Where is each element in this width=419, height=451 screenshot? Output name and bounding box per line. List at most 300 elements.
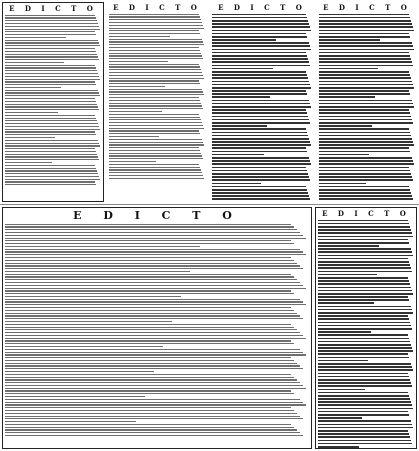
text-line [5,413,297,414]
text-line [318,385,412,387]
text-line [5,123,98,124]
text-line [318,341,410,343]
text-line [5,327,294,328]
text-line [109,122,202,123]
notice-body-text [5,224,309,437]
text-line [212,68,273,70]
text-line [319,74,410,76]
text-line [5,293,294,294]
text-line [319,163,414,165]
text-line [5,279,297,280]
text-line [319,52,409,54]
text-line [109,39,202,40]
text-line [212,195,309,197]
text-line [5,332,300,333]
text-line [5,324,291,325]
text-line [318,427,413,429]
text-line [212,33,306,35]
text-line [319,96,375,98]
text-line [212,135,308,137]
text-line [109,50,200,51]
text-line [5,109,99,110]
text-line [5,179,100,180]
text-line [5,40,98,41]
notice-body-text [318,220,414,449]
text-line [319,81,412,83]
text-line [5,404,306,405]
text-line [318,277,408,279]
text-line [5,162,52,163]
text-line [212,151,307,153]
text-line [5,176,99,177]
text-line [212,103,310,105]
text-line [212,93,307,95]
text-line [5,26,99,27]
text-line [319,128,409,130]
text-line [5,338,306,339]
text-line [5,226,294,227]
text-line [319,55,410,57]
text-line [5,360,294,361]
text-line [318,325,411,327]
text-line [5,84,96,85]
text-line [5,62,64,63]
text-line [318,261,409,263]
text-line [109,22,202,23]
text-line [5,301,303,302]
text-line [319,119,412,121]
text-line [5,340,291,341]
text-line [5,165,95,166]
text-line [5,106,98,107]
text-line [109,100,200,101]
text-line [5,296,181,297]
text-line [109,147,199,148]
text-line [318,334,408,336]
text-line [109,175,203,176]
text-line [5,224,291,225]
text-line [318,245,379,247]
text-line [212,144,311,146]
text-line [5,416,300,417]
text-line [5,156,98,157]
text-line [318,436,410,438]
text-line [5,170,97,171]
text-line [318,251,412,253]
text-line [319,39,380,41]
text-line [318,404,412,406]
text-line [319,122,413,124]
text-line [5,34,96,35]
text-line [5,229,297,230]
text-line [212,61,309,63]
notice-heading: E D I C T O [73,209,241,222]
text-line [5,145,100,146]
text-line [212,52,306,54]
text-line [109,158,203,159]
text-line [319,198,413,200]
text-line [318,392,408,394]
text-line [5,81,95,82]
text-line [5,335,303,336]
text-line [212,119,309,121]
text-line [319,77,411,79]
text-line [212,100,309,102]
text-line [319,45,413,47]
text-line [319,26,413,28]
text-line [109,111,162,112]
text-line [5,254,306,255]
text-line [318,236,413,238]
text-line [5,402,303,403]
text-line [5,243,294,244]
text-line [318,264,410,266]
text-line [109,128,204,129]
text-line [318,296,408,298]
text-line [318,271,412,273]
text-line [109,16,200,17]
text-line [5,140,98,141]
text-line [5,42,99,43]
text-line [5,70,97,71]
text-line [319,154,369,156]
text-line [318,363,411,365]
text-line [319,58,411,60]
edicto-notice-4 [317,2,417,202]
text-line [109,44,204,45]
text-line [319,84,413,86]
text-line [5,235,303,236]
text-line [319,65,413,67]
text-line [109,125,203,126]
text-line [318,331,371,333]
text-line [109,161,156,162]
text-line [319,20,411,22]
text-line [319,17,410,19]
text-line [319,42,412,44]
text-line [5,51,96,52]
text-line [5,129,100,130]
text-line [212,74,307,76]
text-line [5,104,97,105]
text-line [319,106,414,108]
text-line [318,379,410,381]
text-line [212,96,270,98]
text-line [318,232,412,234]
text-line [5,274,291,275]
text-line [5,363,297,364]
text-line [109,33,200,34]
text-line [5,249,300,250]
text-line [318,239,408,241]
text-line [212,122,310,124]
text-line [109,150,200,151]
text-line [5,118,96,119]
text-line [109,19,201,20]
text-line [319,23,412,25]
text-line [319,90,409,92]
text-line [5,181,95,182]
text-line [318,344,411,346]
edicto-notice-6 [315,207,417,449]
notice-heading: E D I C T O [218,3,306,12]
text-line [109,89,202,90]
text-line [318,440,411,442]
text-line [318,360,368,362]
text-line [5,410,294,411]
text-line [5,120,97,121]
text-line [5,263,297,264]
text-line [5,73,98,74]
text-line [5,151,96,152]
text-line [319,151,410,153]
text-line [318,443,412,445]
text-line [318,414,409,416]
text-line [318,357,409,359]
text-line [212,147,306,149]
text-line [5,432,300,433]
text-line [5,98,95,99]
text-line [5,377,294,378]
text-line [109,169,201,170]
text-line [318,306,411,308]
text-line [318,322,410,324]
text-line [5,59,99,60]
text-line [318,248,411,250]
text-line [5,101,96,102]
text-line [212,49,311,51]
notice-body-text [109,14,205,179]
edicto-notice-2 [107,2,207,202]
text-line [212,128,306,130]
text-line [109,139,202,140]
text-line [5,349,300,350]
text-line [109,25,203,26]
text-line [5,54,97,55]
text-line [318,267,411,269]
text-line [109,80,199,81]
text-line [5,137,55,138]
text-line [319,170,410,172]
text-line [319,173,411,175]
text-line [109,36,170,37]
text-line [319,103,413,105]
edicto-notice-1 [2,2,104,202]
text-line [212,163,311,165]
text-line [109,178,204,179]
text-line [318,424,412,426]
text-line [318,398,410,400]
text-line [212,176,309,178]
text-line [212,109,306,111]
text-line [319,61,412,63]
text-line [212,125,267,127]
text-line [5,357,291,358]
text-line [5,23,98,24]
text-line [5,346,163,347]
text-line [5,48,95,49]
text-line [5,56,98,57]
notice-heading: E D I C T O [322,209,410,218]
text-line [109,83,200,84]
text-line [212,167,306,169]
text-line [318,328,412,330]
text-line [5,276,294,277]
text-line [109,108,203,109]
text-line [5,396,145,397]
text-line [109,119,201,120]
text-line [5,354,306,355]
text-line [318,287,411,289]
text-line [318,353,408,355]
text-line [319,141,413,143]
text-line [212,90,306,92]
text-line [5,352,303,353]
text-line [5,285,303,286]
text-line [5,288,306,289]
text-line [212,36,307,38]
text-line [212,170,307,172]
text-line [5,427,294,428]
text-line [109,144,204,145]
text-line [318,373,408,375]
edicto-notice-3 [210,2,314,202]
text-line [319,195,412,197]
text-line [318,280,409,282]
text-line [5,173,98,174]
text-line [5,388,306,389]
text-line [212,81,309,83]
text-line [5,407,291,408]
text-line [5,368,303,369]
text-line [5,126,99,127]
text-line [319,179,413,181]
text-line [212,141,310,143]
text-line [318,411,408,413]
text-line [5,290,291,291]
text-line [5,399,300,400]
text-line [318,350,413,352]
text-line [212,183,261,185]
text-line [318,430,408,432]
text-line [109,172,202,173]
text-line [5,154,97,155]
text-line [318,446,359,448]
text-line [5,240,291,241]
text-line [318,255,413,257]
text-line [319,93,410,95]
text-line [319,147,409,149]
notice-body-text [319,14,415,202]
text-line [319,144,414,146]
text-line [5,17,96,18]
text-line [5,76,99,77]
text-line [5,15,95,16]
text-line [5,390,291,391]
text-line [109,94,204,95]
text-line [212,116,308,118]
text-line [318,274,377,276]
column-divider [0,204,419,205]
text-line [109,103,201,104]
text-line [5,321,172,322]
text-line [318,376,409,378]
text-line [5,429,297,430]
text-line [5,435,303,436]
text-line [109,133,200,134]
text-line [212,23,309,25]
text-line [109,78,204,79]
text-line [319,186,409,188]
text-line [318,395,409,397]
text-line [318,229,411,231]
text-line [5,115,95,116]
text-line [5,310,294,311]
text-line [319,100,412,102]
notice-heading: E D I C T O [323,3,411,12]
text-line [212,112,307,114]
text-line [212,87,311,89]
text-line [109,61,168,62]
text-line [318,312,413,314]
text-line [109,66,200,67]
text-line [5,148,95,149]
text-line [212,186,306,188]
text-line [109,86,165,87]
text-line [212,173,308,175]
text-line [5,79,100,80]
text-line [318,420,411,422]
text-line [5,184,96,185]
text-line [5,260,294,261]
text-line [5,418,303,419]
text-line [318,220,408,222]
text-line [5,168,96,169]
text-line [5,131,95,132]
text-line [5,265,300,266]
text-line [109,142,203,143]
text-line [5,159,99,160]
text-line [212,106,311,108]
text-line [5,143,99,144]
text-line [319,176,412,178]
text-line [5,31,95,32]
text-line [319,30,414,32]
text-line [109,28,204,29]
text-line [318,290,412,292]
text-line [109,47,199,48]
text-line [319,160,413,162]
text-line [5,246,200,247]
text-line [5,365,300,366]
text-line [212,58,308,60]
text-line [5,67,96,68]
text-line [109,155,202,156]
text-line [212,39,276,41]
text-line [319,132,410,134]
text-line [212,179,310,181]
text-line [5,232,300,233]
text-line [109,72,202,73]
text-line [318,417,362,419]
text-line [319,68,378,70]
text-line [5,134,96,135]
text-line [109,30,199,31]
text-line [109,75,203,76]
text-line [319,36,410,38]
text-line [109,130,199,131]
text-line [109,117,200,118]
